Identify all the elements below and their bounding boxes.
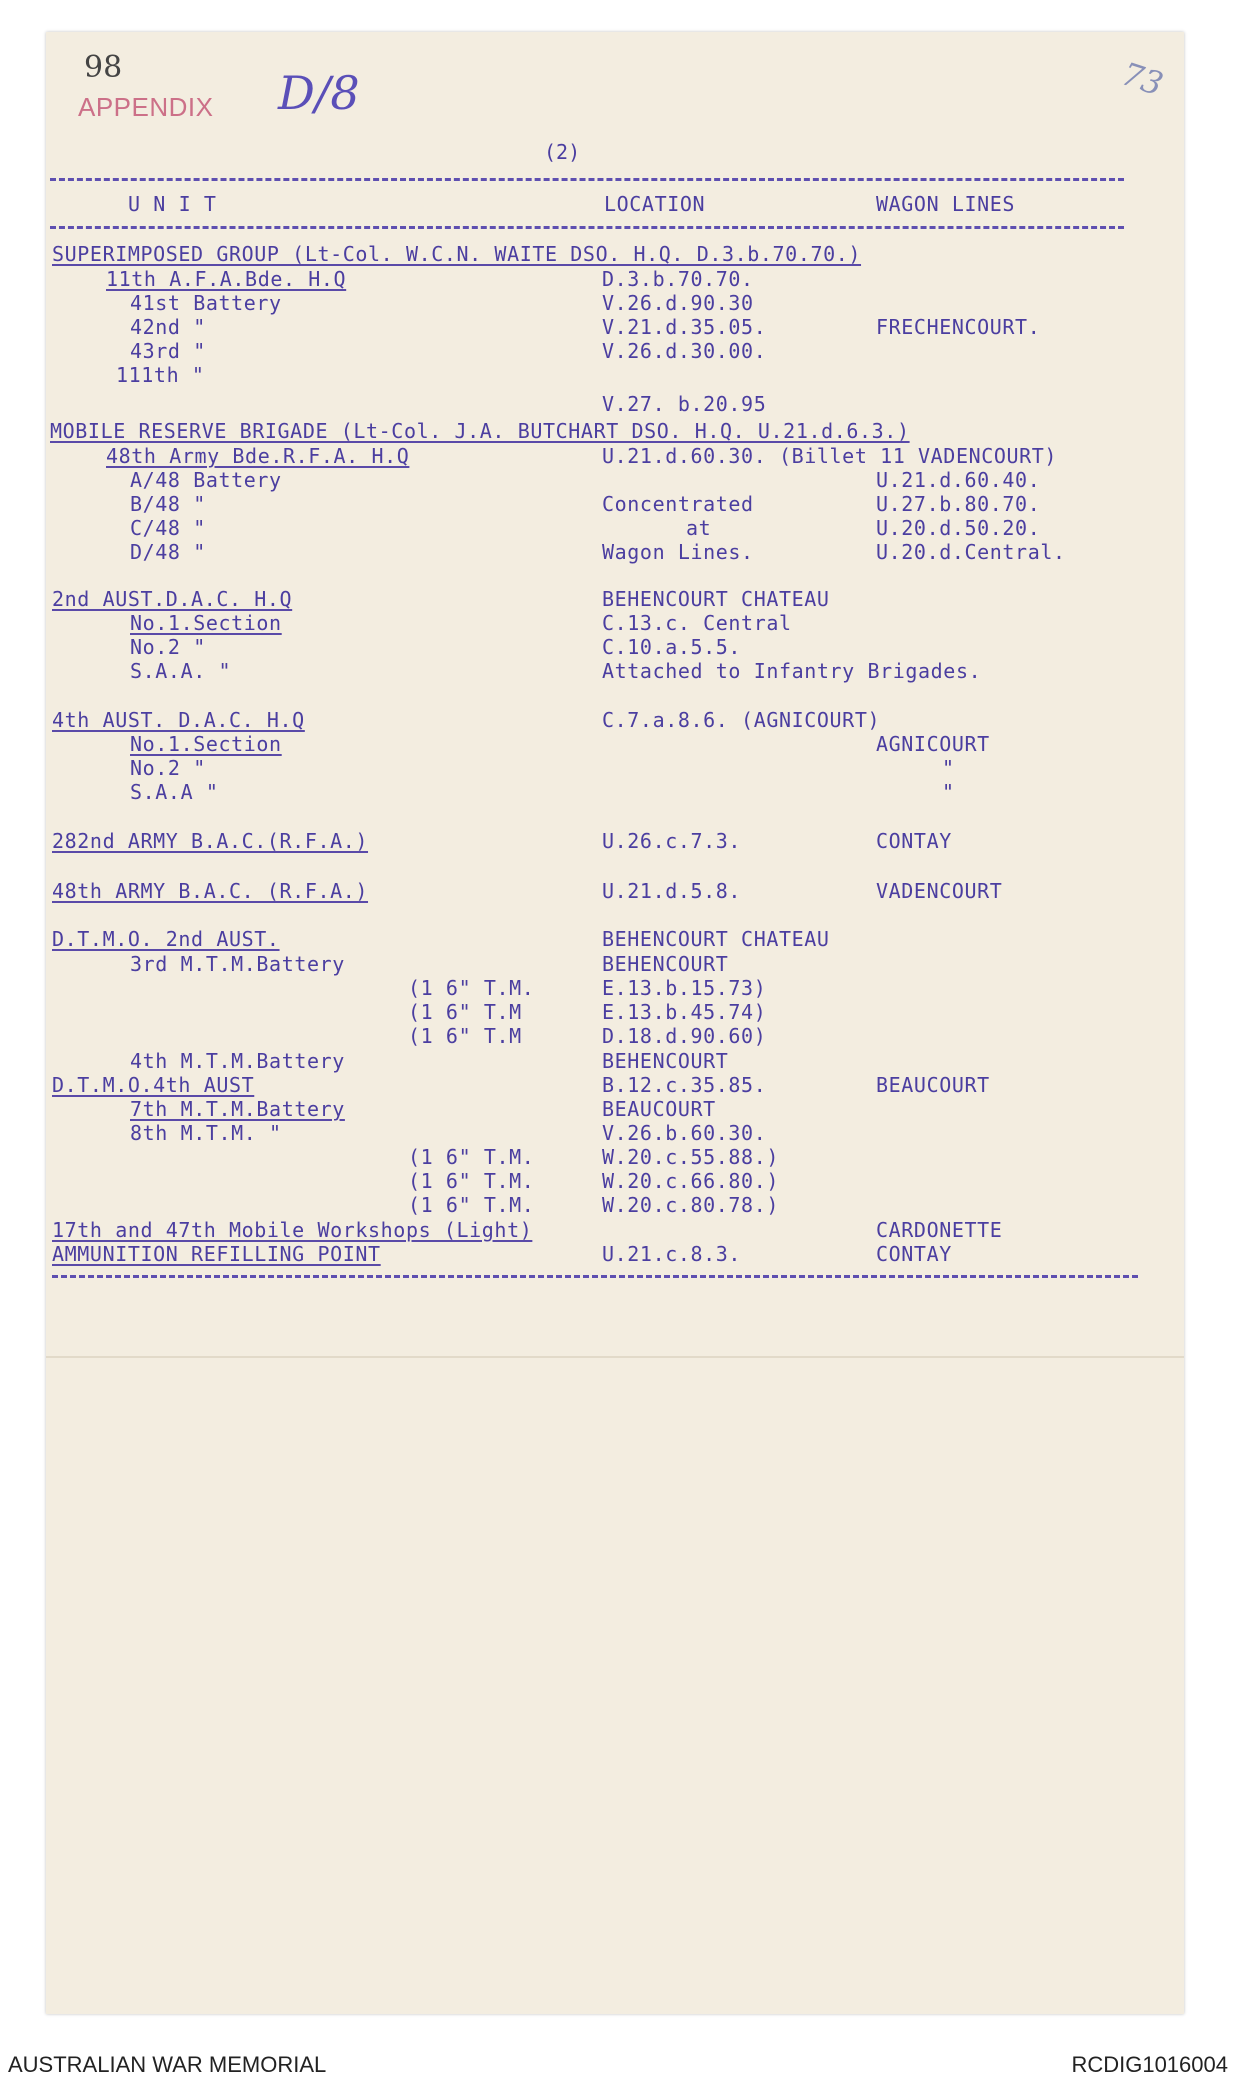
location-value: Wagon Lines. [602,540,754,564]
location-value: W.20.c.80.78.) [602,1193,779,1217]
wagon-lines-value: U.20.d.Central. [876,540,1066,564]
unit-name: 3rd M.T.M.Battery [130,952,345,976]
unit-heading: AMMUNITION REFILLING POINT [52,1242,381,1266]
location-value: BEHENCOURT [602,1049,729,1073]
location-value: W.20.c.66.80.) [602,1169,779,1193]
unit-name: D/48 " [130,540,206,564]
header-rule-top [50,178,1124,181]
page-label: (2) [544,140,581,164]
wagon-lines-value: CARDONETTE [876,1218,1003,1242]
location-value: E.13.b.15.73) [602,976,767,1000]
location-value: C.10.a.5.5. [602,635,742,659]
column-header-location: LOCATION [604,192,706,216]
unit-name: No.1.Section [130,611,282,635]
unit-heading: D.T.M.O.4th AUST [52,1073,255,1097]
location-value: V.26.b.60.30. [602,1121,767,1145]
location-value: U.21.d.60.30. (Billet 11 VADENCOURT) [602,444,1058,468]
unit-name: (1 6" T.M. [408,1169,535,1193]
unit-name: (1 6" T.M [408,1024,522,1048]
location-value: V.26.d.90.30 [602,291,754,315]
location-value: Attached to Infantry Brigades. [602,659,982,683]
wagon-lines-value: CONTAY [876,1242,952,1266]
group-heading: SUPERIMPOSED GROUP (Lt-Col. W.C.N. WAITE DSO. H.Q. D.3.b.70.70.) [52,242,862,266]
location-value: Concentrated [602,492,754,516]
unit-name: 42nd " [130,315,206,339]
unit-name: No.2 " [130,635,206,659]
wagon-lines-value: " [942,756,955,780]
unit-heading: 48th ARMY B.A.C. (R.F.A.) [52,879,369,903]
location-value: at [686,516,712,540]
unit-name: 11th A.F.A.Bde. H.Q [106,267,347,291]
paper-fold [46,1356,1184,1358]
unit-name: No.2 " [130,756,206,780]
unit-name: S.A.A " [130,780,219,804]
unit-heading: D.T.M.O. 2nd AUST. [52,927,280,951]
unit-name: 43rd " [130,339,206,363]
wagon-lines-value: U.27.b.80.70. [876,492,1041,516]
location-value: B.12.c.35.85. [602,1073,767,1097]
handwritten-note: D/8 [278,66,360,120]
location-value: E.13.b.45.74) [602,1000,767,1024]
group-heading: MOBILE RESERVE BRIGADE (Lt-Col. J.A. BUTCHART DSO. H.Q. U.21.d.6.3.) [50,419,910,443]
location-value: BEHENCOURT [602,952,729,976]
wagon-lines-value: AGNICOURT [876,732,990,756]
location-value: BEAUCOURT [602,1097,716,1121]
unit-name: 111th " [116,363,205,387]
location-value: D.18.d.90.60) [602,1024,767,1048]
unit-name: (1 6" T.M. [408,976,535,1000]
unit-name: C/48 " [130,516,206,540]
unit-name: (1 6" T.M [408,1000,522,1024]
wagon-lines-value: U.20.d.50.20. [876,516,1041,540]
unit-heading: 2nd AUST.D.A.C. H.Q [52,587,293,611]
footer-reference: RCDIG1016004 [1071,2052,1228,2077]
unit-name: No.1.Section [130,732,282,756]
wagon-lines-value: CONTAY [876,829,952,853]
location-value: U.21.d.5.8. [602,879,742,903]
table-rule-bottom [52,1275,1138,1278]
column-header-wagon-lines: WAGON LINES [876,192,1016,216]
unit-name: 7th M.T.M.Battery [130,1097,345,1121]
location-value: U.21.c.8.3. [602,1242,742,1266]
unit-name: B/48 " [130,492,206,516]
location-value: U.26.c.7.3. [602,829,742,853]
location-value: BEHENCOURT CHATEAU [602,927,830,951]
wagon-lines-value: " [942,780,955,804]
unit-heading: 4th AUST. D.A.C. H.Q [52,708,305,732]
wagon-lines-value: VADENCOURT [876,879,1003,903]
location-value: V.26.d.30.00. [602,339,767,363]
footer-source: AUSTRALIAN WAR MEMORIAL [8,2052,327,2077]
location-value: C.7.a.8.6. (AGNICOURT) [602,708,881,732]
wagon-lines-value: BEAUCOURT [876,1073,990,1097]
location-value: C.13.c. Central [602,611,792,635]
unit-name: 8th M.T.M. " [130,1121,282,1145]
appendix-stamp: APPENDIX [78,92,214,122]
wagon-lines-value: U.21.d.60.40. [876,468,1041,492]
document-page [46,32,1184,2014]
page-number: 98 [84,50,123,85]
unit-name: S.A.A. " [130,659,232,683]
location-value: D.3.b.70.70. [602,267,754,291]
location-value: V.27. b.20.95 [602,392,767,416]
header-rule-bottom [50,226,1124,229]
unit-heading: 17th and 47th Mobile Workshops (Light) [52,1218,533,1242]
unit-name: A/48 Battery [130,468,282,492]
location-value: W.20.c.55.88.) [602,1145,779,1169]
unit-heading: 282nd ARMY B.A.C.(R.F.A.) [52,829,369,853]
column-header-unit: U N I T [128,192,217,216]
wagon-lines-value: FRECHENCOURT. [876,315,1041,339]
unit-name: (1 6" T.M. [408,1145,535,1169]
unit-name: (1 6" T.M. [408,1193,535,1217]
location-value: V.21.d.35.05. [602,315,767,339]
unit-name: 4th M.T.M.Battery [130,1049,345,1073]
unit-name: 48th Army Bde.R.F.A. H.Q [106,444,410,468]
location-value: BEHENCOURT CHATEAU [602,587,830,611]
unit-name: 41st Battery [130,291,282,315]
corner-page-number: 73 [1117,54,1168,104]
